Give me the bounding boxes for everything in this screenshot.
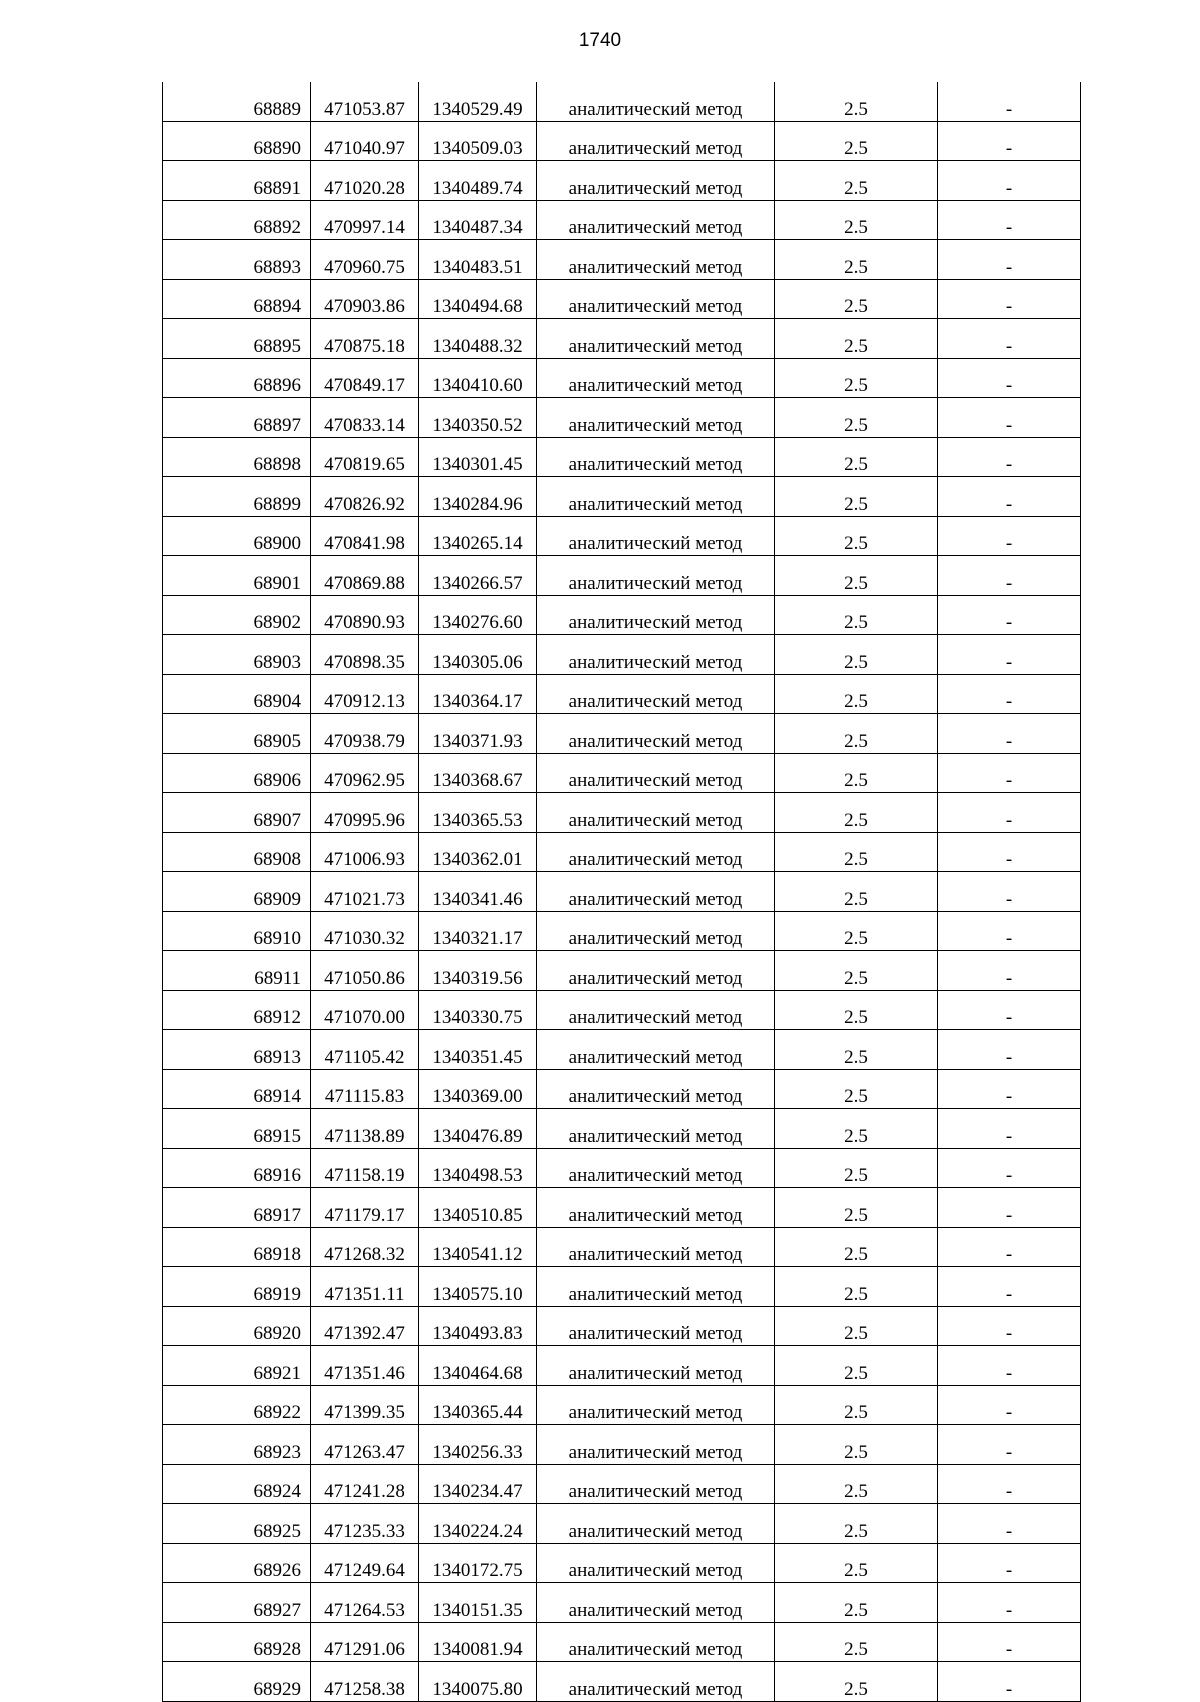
- x-coordinate-cell: 471264.53: [311, 1583, 419, 1623]
- y-coordinate-cell: 1340276.60: [419, 595, 537, 635]
- accuracy-cell: 2.5: [775, 1346, 938, 1386]
- y-coordinate-cell: 1340350.52: [419, 398, 537, 438]
- point-number-cell: 68896: [163, 358, 311, 398]
- y-coordinate-cell: 1340575.10: [419, 1267, 537, 1307]
- table-row: [163, 1543, 1081, 1583]
- method-cell: аналитический метод: [537, 714, 775, 754]
- note-cell: -: [938, 753, 1081, 793]
- table-row: [163, 1583, 1081, 1623]
- accuracy-cell: 2.5: [775, 1425, 938, 1465]
- x-coordinate-cell: 470938.79: [311, 714, 419, 754]
- note-cell: -: [938, 793, 1081, 833]
- y-coordinate-cell: 1340266.57: [419, 556, 537, 596]
- note-cell: -: [938, 1425, 1081, 1465]
- accuracy-cell: 2.5: [775, 674, 938, 714]
- note-cell: -: [938, 358, 1081, 398]
- table-row: [163, 1069, 1081, 1109]
- note-cell: -: [938, 1148, 1081, 1188]
- point-number-cell: 68891: [163, 161, 311, 201]
- x-coordinate-cell: 471392.47: [311, 1306, 419, 1346]
- accuracy-cell: 2.5: [775, 161, 938, 201]
- table-row: [163, 872, 1081, 912]
- y-coordinate-cell: 1340305.06: [419, 635, 537, 675]
- point-number-cell: 68912: [163, 990, 311, 1030]
- table-row: [163, 990, 1081, 1030]
- note-cell: -: [938, 911, 1081, 951]
- x-coordinate-cell: 471249.64: [311, 1543, 419, 1583]
- table-row: [163, 951, 1081, 991]
- method-cell: аналитический метод: [537, 1306, 775, 1346]
- point-number-cell: 68915: [163, 1109, 311, 1149]
- y-coordinate-cell: 1340265.14: [419, 516, 537, 556]
- accuracy-cell: 2.5: [775, 437, 938, 477]
- y-coordinate-cell: 1340301.45: [419, 437, 537, 477]
- table-row: [163, 1425, 1081, 1465]
- note-cell: -: [938, 121, 1081, 161]
- x-coordinate-cell: 471258.38: [311, 1662, 419, 1702]
- point-number-cell: 68889: [163, 82, 311, 121]
- x-coordinate-cell: 471020.28: [311, 161, 419, 201]
- note-cell: -: [938, 990, 1081, 1030]
- table-row: [163, 516, 1081, 556]
- table-row: [163, 832, 1081, 872]
- y-coordinate-cell: 1340351.45: [419, 1030, 537, 1070]
- point-number-cell: 68907: [163, 793, 311, 833]
- y-coordinate-cell: 1340151.35: [419, 1583, 537, 1623]
- accuracy-cell: 2.5: [775, 200, 938, 240]
- point-number-cell: 68923: [163, 1425, 311, 1465]
- accuracy-cell: 2.5: [775, 240, 938, 280]
- x-coordinate-cell: 470997.14: [311, 200, 419, 240]
- x-coordinate-cell: 470960.75: [311, 240, 419, 280]
- method-cell: аналитический метод: [537, 635, 775, 675]
- table-row: [163, 1385, 1081, 1425]
- x-coordinate-cell: 471030.32: [311, 911, 419, 951]
- y-coordinate-cell: 1340364.17: [419, 674, 537, 714]
- method-cell: аналитический метод: [537, 319, 775, 359]
- method-cell: аналитический метод: [537, 1662, 775, 1702]
- note-cell: -: [938, 240, 1081, 280]
- point-number-cell: 68916: [163, 1148, 311, 1188]
- method-cell: аналитический метод: [537, 1030, 775, 1070]
- method-cell: аналитический метод: [537, 1583, 775, 1623]
- y-coordinate-cell: 1340510.85: [419, 1188, 537, 1228]
- point-number-cell: 68895: [163, 319, 311, 359]
- method-cell: аналитический метод: [537, 1188, 775, 1228]
- method-cell: аналитический метод: [537, 358, 775, 398]
- table-row: [163, 121, 1081, 161]
- note-cell: -: [938, 1069, 1081, 1109]
- accuracy-cell: 2.5: [775, 714, 938, 754]
- point-number-cell: 68897: [163, 398, 311, 438]
- x-coordinate-cell: 471399.35: [311, 1385, 419, 1425]
- point-number-cell: 68909: [163, 872, 311, 912]
- accuracy-cell: 2.5: [775, 1188, 938, 1228]
- x-coordinate-cell: 470890.93: [311, 595, 419, 635]
- table-row: [163, 635, 1081, 675]
- x-coordinate-cell: 470912.13: [311, 674, 419, 714]
- x-coordinate-cell: 470962.95: [311, 753, 419, 793]
- accuracy-cell: 2.5: [775, 1306, 938, 1346]
- note-cell: -: [938, 161, 1081, 201]
- y-coordinate-cell: 1340284.96: [419, 477, 537, 517]
- point-number-cell: 68921: [163, 1346, 311, 1386]
- y-coordinate-cell: 1340172.75: [419, 1543, 537, 1583]
- point-number-cell: 68914: [163, 1069, 311, 1109]
- note-cell: -: [938, 1109, 1081, 1149]
- note-cell: -: [938, 1346, 1081, 1386]
- method-cell: аналитический метод: [537, 674, 775, 714]
- point-number-cell: 68908: [163, 832, 311, 872]
- accuracy-cell: 2.5: [775, 121, 938, 161]
- point-number-cell: 68920: [163, 1306, 311, 1346]
- note-cell: -: [938, 1662, 1081, 1702]
- y-coordinate-cell: 1340493.83: [419, 1306, 537, 1346]
- method-cell: аналитический метод: [537, 1227, 775, 1267]
- table-row: [163, 1227, 1081, 1267]
- accuracy-cell: 2.5: [775, 832, 938, 872]
- x-coordinate-cell: 470875.18: [311, 319, 419, 359]
- table-row: [163, 437, 1081, 477]
- method-cell: аналитический метод: [537, 1385, 775, 1425]
- y-coordinate-cell: 1340081.94: [419, 1622, 537, 1662]
- page-number: 1740: [578, 30, 622, 51]
- table-row: [163, 674, 1081, 714]
- x-coordinate-cell: 470849.17: [311, 358, 419, 398]
- method-cell: аналитический метод: [537, 1148, 775, 1188]
- accuracy-cell: 2.5: [775, 358, 938, 398]
- y-coordinate-cell: 1340483.51: [419, 240, 537, 280]
- note-cell: -: [938, 872, 1081, 912]
- point-number-cell: 68899: [163, 477, 311, 517]
- y-coordinate-cell: 1340541.12: [419, 1227, 537, 1267]
- accuracy-cell: 2.5: [775, 82, 938, 121]
- note-cell: -: [938, 1622, 1081, 1662]
- point-number-cell: 68905: [163, 714, 311, 754]
- note-cell: -: [938, 1306, 1081, 1346]
- accuracy-cell: 2.5: [775, 990, 938, 1030]
- note-cell: -: [938, 437, 1081, 477]
- point-number-cell: 68928: [163, 1622, 311, 1662]
- table-row: [163, 1622, 1081, 1662]
- method-cell: аналитический метод: [537, 1109, 775, 1149]
- coordinates-table: [162, 82, 1081, 1702]
- point-number-cell: 68892: [163, 200, 311, 240]
- table-row: [163, 714, 1081, 754]
- accuracy-cell: 2.5: [775, 911, 938, 951]
- table-row: [163, 556, 1081, 596]
- note-cell: -: [938, 595, 1081, 635]
- note-cell: -: [938, 477, 1081, 517]
- y-coordinate-cell: 1340321.17: [419, 911, 537, 951]
- table-row: [163, 1188, 1081, 1228]
- note-cell: -: [938, 398, 1081, 438]
- point-number-cell: 68922: [163, 1385, 311, 1425]
- accuracy-cell: 2.5: [775, 1662, 938, 1702]
- x-coordinate-cell: 471021.73: [311, 872, 419, 912]
- table-row: [163, 1662, 1081, 1702]
- point-number-cell: 68902: [163, 595, 311, 635]
- method-cell: аналитический метод: [537, 1069, 775, 1109]
- point-number-cell: 68918: [163, 1227, 311, 1267]
- point-number-cell: 68911: [163, 951, 311, 991]
- accuracy-cell: 2.5: [775, 279, 938, 319]
- accuracy-cell: 2.5: [775, 1030, 938, 1070]
- x-coordinate-cell: 470898.35: [311, 635, 419, 675]
- table-row: [163, 1148, 1081, 1188]
- table-row: [163, 753, 1081, 793]
- accuracy-cell: 2.5: [775, 398, 938, 438]
- accuracy-cell: 2.5: [775, 793, 938, 833]
- x-coordinate-cell: 471053.87: [311, 82, 419, 121]
- accuracy-cell: 2.5: [775, 1464, 938, 1504]
- y-coordinate-cell: 1340369.00: [419, 1069, 537, 1109]
- method-cell: аналитический метод: [537, 398, 775, 438]
- method-cell: аналитический метод: [537, 516, 775, 556]
- point-number-cell: 68900: [163, 516, 311, 556]
- method-cell: аналитический метод: [537, 595, 775, 635]
- note-cell: -: [938, 674, 1081, 714]
- y-coordinate-cell: 1340365.44: [419, 1385, 537, 1425]
- method-cell: аналитический метод: [537, 832, 775, 872]
- note-cell: -: [938, 82, 1081, 121]
- accuracy-cell: 2.5: [775, 1267, 938, 1307]
- x-coordinate-cell: 471105.42: [311, 1030, 419, 1070]
- method-cell: аналитический метод: [537, 161, 775, 201]
- note-cell: -: [938, 1504, 1081, 1544]
- y-coordinate-cell: 1340362.01: [419, 832, 537, 872]
- accuracy-cell: 2.5: [775, 1583, 938, 1623]
- point-number-cell: 68919: [163, 1267, 311, 1307]
- note-cell: -: [938, 319, 1081, 359]
- point-number-cell: 68929: [163, 1662, 311, 1702]
- x-coordinate-cell: 471263.47: [311, 1425, 419, 1465]
- x-coordinate-cell: 470826.92: [311, 477, 419, 517]
- table-row: [163, 793, 1081, 833]
- note-cell: -: [938, 1030, 1081, 1070]
- note-cell: -: [938, 951, 1081, 991]
- y-coordinate-cell: 1340341.46: [419, 872, 537, 912]
- x-coordinate-cell: 470841.98: [311, 516, 419, 556]
- x-coordinate-cell: 471158.19: [311, 1148, 419, 1188]
- method-cell: аналитический метод: [537, 121, 775, 161]
- table-row: [163, 1346, 1081, 1386]
- note-cell: -: [938, 1583, 1081, 1623]
- method-cell: аналитический метод: [537, 1464, 775, 1504]
- method-cell: аналитический метод: [537, 872, 775, 912]
- note-cell: -: [938, 200, 1081, 240]
- x-coordinate-cell: 471291.06: [311, 1622, 419, 1662]
- x-coordinate-cell: 470995.96: [311, 793, 419, 833]
- x-coordinate-cell: 470903.86: [311, 279, 419, 319]
- y-coordinate-cell: 1340476.89: [419, 1109, 537, 1149]
- y-coordinate-cell: 1340489.74: [419, 161, 537, 201]
- table-row: [163, 319, 1081, 359]
- x-coordinate-cell: 471268.32: [311, 1227, 419, 1267]
- table-row: [163, 240, 1081, 280]
- method-cell: аналитический метод: [537, 1267, 775, 1307]
- method-cell: аналитический метод: [537, 279, 775, 319]
- method-cell: аналитический метод: [537, 1622, 775, 1662]
- y-coordinate-cell: 1340234.47: [419, 1464, 537, 1504]
- accuracy-cell: 2.5: [775, 1109, 938, 1149]
- x-coordinate-cell: 470819.65: [311, 437, 419, 477]
- table-row: [163, 1306, 1081, 1346]
- y-coordinate-cell: 1340224.24: [419, 1504, 537, 1544]
- y-coordinate-cell: 1340487.34: [419, 200, 537, 240]
- x-coordinate-cell: 471138.89: [311, 1109, 419, 1149]
- accuracy-cell: 2.5: [775, 477, 938, 517]
- method-cell: аналитический метод: [537, 911, 775, 951]
- x-coordinate-cell: 471351.11: [311, 1267, 419, 1307]
- accuracy-cell: 2.5: [775, 951, 938, 991]
- y-coordinate-cell: 1340319.56: [419, 951, 537, 991]
- table-row: [163, 1030, 1081, 1070]
- table-row: [163, 1267, 1081, 1307]
- table-row: [163, 1464, 1081, 1504]
- x-coordinate-cell: 471115.83: [311, 1069, 419, 1109]
- x-coordinate-cell: 470833.14: [311, 398, 419, 438]
- table-row: [163, 1109, 1081, 1149]
- point-number-cell: 68927: [163, 1583, 311, 1623]
- point-number-cell: 68901: [163, 556, 311, 596]
- accuracy-cell: 2.5: [775, 556, 938, 596]
- accuracy-cell: 2.5: [775, 1148, 938, 1188]
- method-cell: аналитический метод: [537, 753, 775, 793]
- table-row: [163, 911, 1081, 951]
- y-coordinate-cell: 1340494.68: [419, 279, 537, 319]
- method-cell: аналитический метод: [537, 1425, 775, 1465]
- table-body: [163, 82, 1081, 1701]
- method-cell: аналитический метод: [537, 951, 775, 991]
- y-coordinate-cell: 1340368.67: [419, 753, 537, 793]
- accuracy-cell: 2.5: [775, 1543, 938, 1583]
- table-row: [163, 161, 1081, 201]
- note-cell: -: [938, 1227, 1081, 1267]
- note-cell: -: [938, 556, 1081, 596]
- y-coordinate-cell: 1340371.93: [419, 714, 537, 754]
- method-cell: аналитический метод: [537, 793, 775, 833]
- method-cell: аналитический метод: [537, 437, 775, 477]
- method-cell: аналитический метод: [537, 1543, 775, 1583]
- note-cell: -: [938, 714, 1081, 754]
- y-coordinate-cell: 1340330.75: [419, 990, 537, 1030]
- accuracy-cell: 2.5: [775, 1504, 938, 1544]
- point-number-cell: 68904: [163, 674, 311, 714]
- y-coordinate-cell: 1340498.53: [419, 1148, 537, 1188]
- table-row: [163, 1504, 1081, 1544]
- method-cell: аналитический метод: [537, 1346, 775, 1386]
- note-cell: -: [938, 1543, 1081, 1583]
- table-row: [163, 595, 1081, 635]
- note-cell: -: [938, 1464, 1081, 1504]
- x-coordinate-cell: 471050.86: [311, 951, 419, 991]
- y-coordinate-cell: 1340410.60: [419, 358, 537, 398]
- x-coordinate-cell: 471179.17: [311, 1188, 419, 1228]
- point-number-cell: 68926: [163, 1543, 311, 1583]
- y-coordinate-cell: 1340488.32: [419, 319, 537, 359]
- table-row: [163, 398, 1081, 438]
- point-number-cell: 68903: [163, 635, 311, 675]
- method-cell: аналитический метод: [537, 82, 775, 121]
- method-cell: аналитический метод: [537, 200, 775, 240]
- accuracy-cell: 2.5: [775, 753, 938, 793]
- table-row: [163, 477, 1081, 517]
- accuracy-cell: 2.5: [775, 595, 938, 635]
- x-coordinate-cell: 471241.28: [311, 1464, 419, 1504]
- table-row: [163, 279, 1081, 319]
- point-number-cell: 68910: [163, 911, 311, 951]
- x-coordinate-cell: 471070.00: [311, 990, 419, 1030]
- method-cell: аналитический метод: [537, 556, 775, 596]
- y-coordinate-cell: 1340075.80: [419, 1662, 537, 1702]
- point-number-cell: 68913: [163, 1030, 311, 1070]
- table-row: [163, 82, 1081, 121]
- point-number-cell: 68893: [163, 240, 311, 280]
- method-cell: аналитический метод: [537, 240, 775, 280]
- note-cell: -: [938, 279, 1081, 319]
- note-cell: -: [938, 1385, 1081, 1425]
- point-number-cell: 68898: [163, 437, 311, 477]
- note-cell: -: [938, 516, 1081, 556]
- x-coordinate-cell: 471006.93: [311, 832, 419, 872]
- y-coordinate-cell: 1340529.49: [419, 82, 537, 121]
- accuracy-cell: 2.5: [775, 1385, 938, 1425]
- method-cell: аналитический метод: [537, 1504, 775, 1544]
- accuracy-cell: 2.5: [775, 635, 938, 675]
- table-row: [163, 200, 1081, 240]
- point-number-cell: 68890: [163, 121, 311, 161]
- point-number-cell: 68924: [163, 1464, 311, 1504]
- accuracy-cell: 2.5: [775, 1622, 938, 1662]
- y-coordinate-cell: 1340509.03: [419, 121, 537, 161]
- accuracy-cell: 2.5: [775, 1069, 938, 1109]
- note-cell: -: [938, 832, 1081, 872]
- x-coordinate-cell: 470869.88: [311, 556, 419, 596]
- x-coordinate-cell: 471235.33: [311, 1504, 419, 1544]
- point-number-cell: 68906: [163, 753, 311, 793]
- point-number-cell: 68917: [163, 1188, 311, 1228]
- note-cell: -: [938, 1267, 1081, 1307]
- point-number-cell: 68894: [163, 279, 311, 319]
- x-coordinate-cell: 471351.46: [311, 1346, 419, 1386]
- y-coordinate-cell: 1340464.68: [419, 1346, 537, 1386]
- accuracy-cell: 2.5: [775, 872, 938, 912]
- accuracy-cell: 2.5: [775, 516, 938, 556]
- table-row: [163, 358, 1081, 398]
- note-cell: -: [938, 635, 1081, 675]
- accuracy-cell: 2.5: [775, 319, 938, 359]
- point-number-cell: 68925: [163, 1504, 311, 1544]
- y-coordinate-cell: 1340256.33: [419, 1425, 537, 1465]
- method-cell: аналитический метод: [537, 477, 775, 517]
- method-cell: аналитический метод: [537, 990, 775, 1030]
- accuracy-cell: 2.5: [775, 1227, 938, 1267]
- y-coordinate-cell: 1340365.53: [419, 793, 537, 833]
- note-cell: -: [938, 1188, 1081, 1228]
- x-coordinate-cell: 471040.97: [311, 121, 419, 161]
